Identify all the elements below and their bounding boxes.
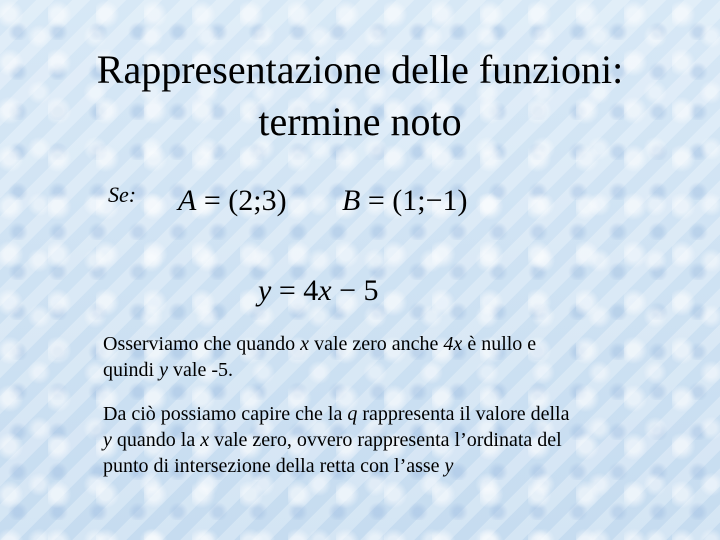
p1-var-y: y [159,359,169,381]
slide-title-line-2: termine noto [258,99,462,144]
explanation-paragraph-2 [103,401,573,479]
p1-text-4: vale -5. [168,359,233,381]
p1-term-4x: 4x [443,333,463,355]
equation-y-variable: y [258,274,272,307]
p2-text-3: quando la [111,429,201,451]
explanation-paragraph-1 [103,331,573,383]
p2-var-y-axis: y [444,455,454,477]
equation-x-variable: x [318,274,332,307]
p2-var-q: q [347,403,358,425]
point-b-name: B [342,184,361,217]
p2-text-4: vale zero, ovvero rappresenta l’ordinata del punto di intersezione della retta con l’asse [103,429,562,477]
point-a-formula [178,184,287,218]
point-a-name: A [178,184,197,217]
p2-text-1: Da ciò possiamo capire che la [103,403,348,425]
slide-title-line-1: Rappresentazione delle funzioni: [96,47,624,92]
equation-constant-term: − 5 [331,274,379,307]
slide-title [0,44,720,148]
point-b-coordinates: = (1;−1) [367,184,468,217]
p1-text-2: vale zero anche [309,333,444,355]
given-label: Se: [108,182,137,207]
p1-var-x: x [300,333,310,355]
p2-text-2: rappresenta il valore della [357,403,570,425]
line-equation [258,274,379,308]
p1-text-1: Osserviamo che quando [103,333,301,355]
point-a-coordinates: = (2;3) [203,184,287,217]
point-b-formula [342,184,467,218]
p1-text-3: è nullo e quindi [103,333,537,381]
equation-equals-coefficient: = 4 [271,274,319,307]
p2-var-y: y [103,429,112,451]
p2-var-x: x [200,429,210,451]
